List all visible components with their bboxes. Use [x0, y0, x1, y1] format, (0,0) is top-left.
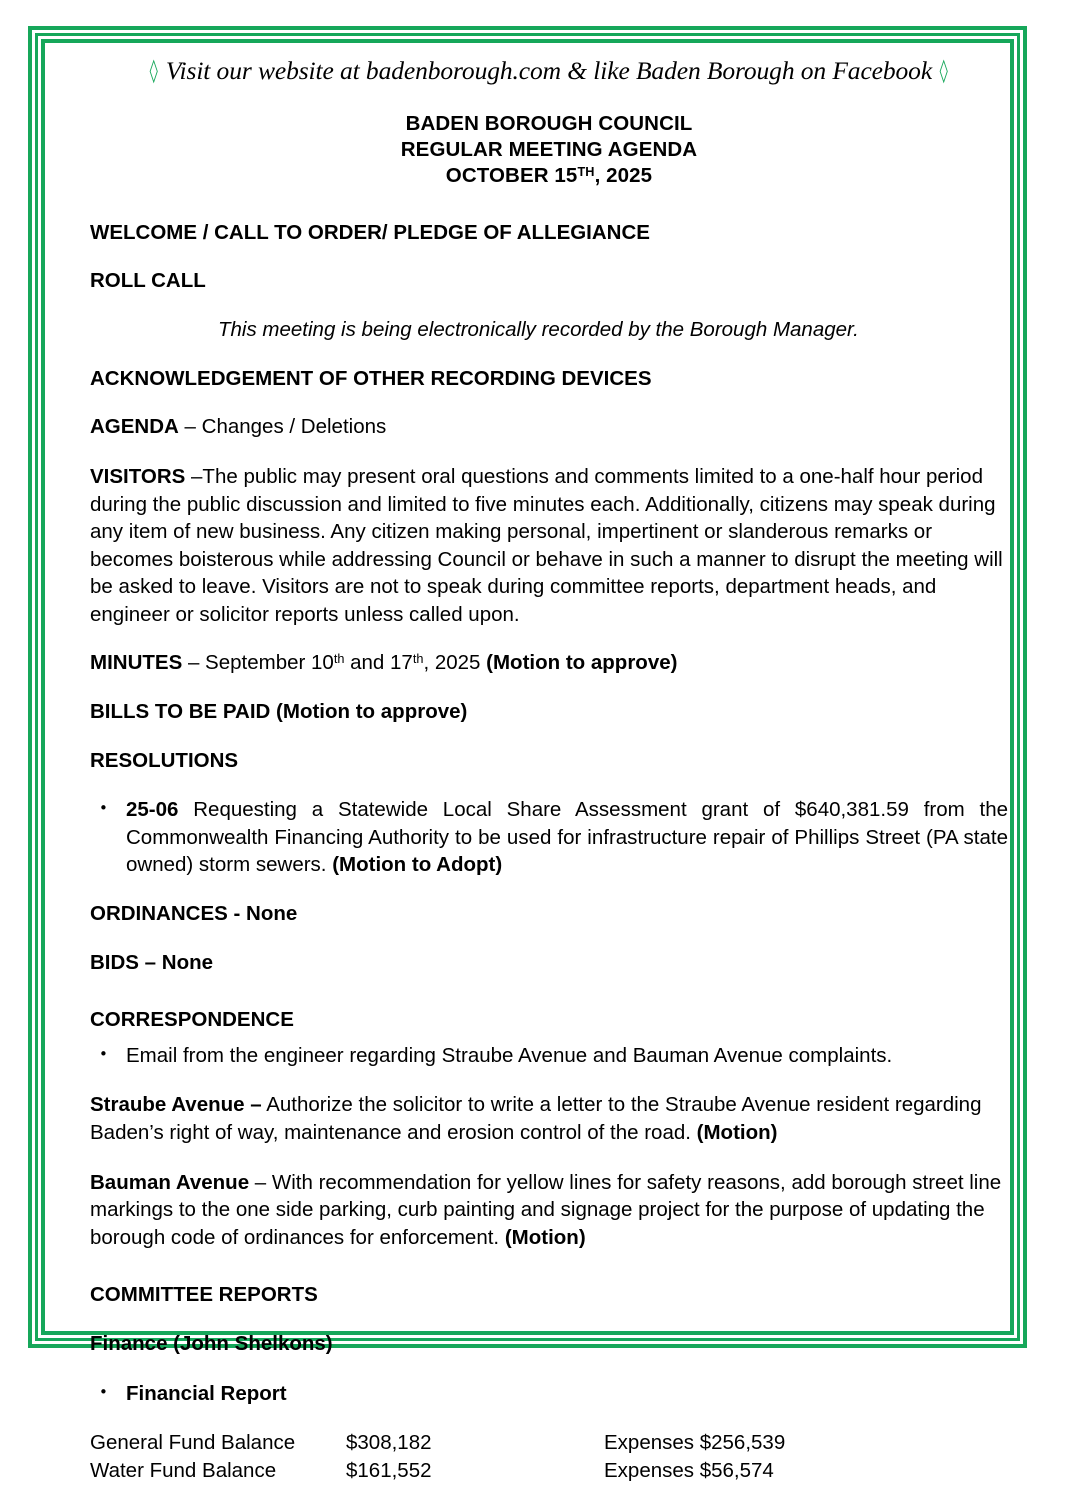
section-welcome: WELCOME / CALL TO ORDER/ PLEDGE OF ALLEGIANCE — [90, 220, 650, 244]
title-line-date — [90, 163, 1008, 189]
section-minutes — [90, 650, 1008, 677]
tagline-text: Visit our website at badenborough.com & like Baden Borough on Facebook — [165, 56, 933, 85]
section-bids: BIDS – None — [90, 950, 214, 974]
table-row — [90, 1457, 1008, 1485]
straube-motion: (Motion) — [696, 1121, 778, 1145]
section-committee-reports-heading: COMMITTEE REPORTS — [90, 1283, 318, 1307]
resolution-motion: (Motion to Adopt) — [332, 853, 503, 877]
title-date-suffix: , 2025 — [594, 163, 653, 187]
resolution-item-body — [126, 796, 1008, 879]
section-acknowledgement: ACKNOWLEDGEMENT OF OTHER RECORDING DEVICES — [90, 366, 652, 390]
bills-label: BILLS TO BE PAID — [90, 700, 271, 724]
financial-report-list-item — [90, 1380, 1008, 1408]
section-ordinances: ORDINANCES - None — [90, 901, 298, 925]
fund-balance: $161,552 — [346, 1459, 432, 1483]
diamond-icon-left: ◊ — [149, 58, 159, 84]
minutes-ordinal-1: th — [333, 651, 345, 667]
section-roll-call: ROLL CALL — [90, 269, 206, 293]
minutes-date-part3: , 2025 — [423, 651, 487, 675]
section-visitors — [90, 463, 1008, 628]
fund-expenses: Expenses $256,539 — [604, 1431, 786, 1455]
bauman-motion: (Motion) — [504, 1225, 586, 1249]
bauman-text: – With recommendation for yellow lines for safety reasons, add borough street line markings to the one side parking, curb painting and signage project for the purpose of updating the borough code of ordinances for enforcement. — [90, 1170, 1002, 1249]
bauman-label: Bauman Avenue — [90, 1170, 250, 1194]
section-bills — [90, 699, 1008, 726]
title-date-prefix: OCTOBER 15 — [445, 163, 578, 187]
title-line-council: BADEN BOROUGH COUNCIL — [405, 112, 693, 136]
correspondence-list-item — [90, 1042, 1008, 1070]
minutes-date-part2: and 17 — [344, 651, 413, 675]
financial-figures-table — [90, 1429, 1008, 1486]
straube-label: Straube Avenue – — [90, 1093, 262, 1117]
table-row — [90, 1429, 1008, 1457]
minutes-ordinal-2: th — [412, 651, 424, 667]
visitors-label: VISITORS — [90, 465, 186, 488]
minutes-motion: (Motion to approve) — [486, 651, 678, 675]
section-resolutions-heading: RESOLUTIONS — [90, 748, 239, 772]
bullet-icon: • — [99, 1044, 108, 1063]
agenda-label: AGENDA — [90, 415, 179, 439]
website-tagline — [90, 56, 1008, 85]
fund-label: Water Fund Balance — [90, 1459, 277, 1483]
recording-note: This meeting is being electronically recorded by the Borough Manager. — [218, 318, 859, 342]
section-straube-avenue — [90, 1091, 1008, 1146]
minutes-date-part1: – September 10 — [182, 651, 334, 675]
minutes-label: MINUTES — [90, 651, 183, 675]
fund-expenses: Expenses $56,574 — [604, 1459, 774, 1483]
resolution-list-item — [90, 796, 1008, 879]
bullet-icon: • — [99, 1382, 108, 1401]
bullet-icon: • — [99, 799, 108, 818]
resolution-number: 25-06 — [126, 798, 179, 822]
financial-report-label: Financial Report — [126, 1381, 287, 1405]
visitors-text: –The public may present oral questions and comments limited to a one-half hour period during the public discussion and limited to five minutes each. Additionally, citizens may speak during any item of new business. Any citizen making personal, impertinent or slanderous remarks or becomes boisterous while addressing Council or behave in such a manner to disrupt the meeting will be asked to leave. Visitors are not to speak during committee reports, department heads, and engineer or solicitor reports unless called upon. — [90, 465, 1003, 626]
section-correspondence-heading: CORRESPONDENCE — [90, 1008, 294, 1032]
resolution-text: Requesting a Statewide Local Share Assessment grant of $640,381.59 from the Commonwealth Financing Authority to be used for infrastructure repair of Phillips Street (PA state owned) storm sewers. — [126, 798, 1008, 877]
title-date-ordinal: TH — [577, 163, 595, 179]
title-line-agenda: REGULAR MEETING AGENDA — [400, 138, 698, 162]
correspondence-item-body: Email from the engineer regarding Straube Avenue and Bauman Avenue complaints. — [126, 1043, 893, 1067]
fund-balance: $308,182 — [346, 1431, 432, 1455]
page-title — [90, 111, 1008, 188]
financial-figures-body — [90, 1429, 1008, 1486]
diamond-icon-right: ◊ — [939, 58, 949, 84]
fund-label: General Fund Balance — [90, 1431, 296, 1455]
straube-text: Authorize the solicitor to write a letter to the Straube Avenue resident regarding Baden’s right of way, maintenance and erosion control of the road. — [90, 1093, 982, 1145]
section-bauman-avenue — [90, 1169, 1008, 1252]
section-agenda — [90, 414, 1008, 441]
agenda-detail: – Changes / Deletions — [178, 415, 387, 439]
subsection-finance-heading: Finance (John Shelkons) — [90, 1331, 333, 1355]
document-body — [90, 56, 1008, 1486]
bills-motion: (Motion to approve) — [270, 700, 468, 724]
